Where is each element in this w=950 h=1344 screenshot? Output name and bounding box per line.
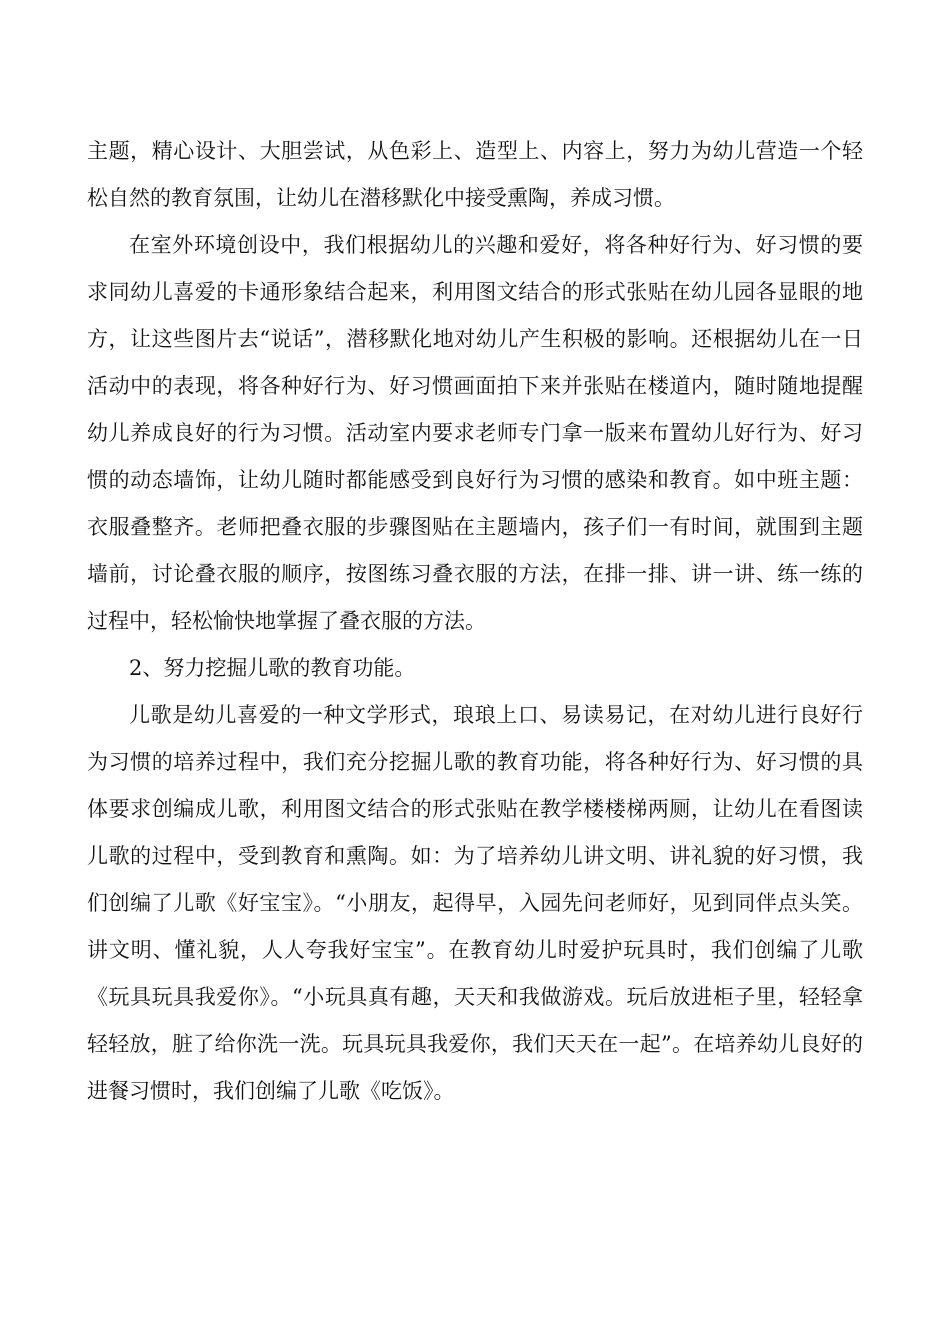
paragraph-1: 主题，精心设计、大胆尝试，从色彩上、造型上、内容上，努力为幼儿营造一个轻松自然的教育氛围，让幼儿在潜移默化中接受熏陶，养成习惯。 bbox=[87, 139, 863, 210]
paragraph-3: 儿歌是幼儿喜爱的一种文学形式，琅琅上口、易读易记，在对幼儿进行良好行为习惯的培养过程中，我们充分挖掘儿歌的教育功能，将各种好行为、好习惯的具体要求创编成儿歌，利用图文结合的形式张贴在教学楼楼梯两厕，让幼儿在看图读儿歌的过程中，受到教育和熏陶。如：为了培养幼儿讲文明、讲礼貌的好习惯，我们创编了儿歌《好宝宝》。“小朋友，起得早，入园先问老师好，见到同伴点头笑。讲文明、懂礼貌，人人夸我好宝宝”。在教育幼儿时爱护玩具时，我们创编了儿歌《玩具玩具我爱你》。“小玩具真有趣，天天和我做游戏。玩后放进柜子里，轻轻拿轻轻放，脏了给你洗一洗。玩具玩具我爱你，我们天天在一起”。在培养幼儿良好的进餐习惯时，我们创编了儿歌《吃饭》。 bbox=[87, 703, 863, 1103]
section-heading-2: 2、努力挖掘儿歌的教育功能。 bbox=[129, 656, 416, 680]
paragraph-2: 在室外环境创设中，我们根据幼儿的兴趣和爱好，将各种好行为、好习惯的要求同幼儿喜爱的卡通形象结合起来，利用图文结合的形式张贴在幼儿园各显眼的地方，让这些图片去“说话”，潜移默化地对幼儿产生积极的影响。还根据幼儿在一日活动中的表现，将各种好行为、好习惯画面拍下来并张贴在楼道内，随时随地提醒幼儿养成良好的行为习惯。活动室内要求老师专门拿一版来布置幼儿好行为、好习惯的动态墙饰，让幼儿随时都能感受到良好行为习惯的感染和教育。如中班主题：衣服叠整齐。老师把叠衣服的步骤图贴在主题墙内，孩子们一有时间，就围到主题墙前，讨论叠衣服的顺序，按图练习叠衣服的方法，在排一排、讲一讲、练一练的过程中，轻松愉快地掌握了叠衣服的方法。 bbox=[87, 233, 863, 633]
document-body bbox=[87, 128, 863, 1115]
